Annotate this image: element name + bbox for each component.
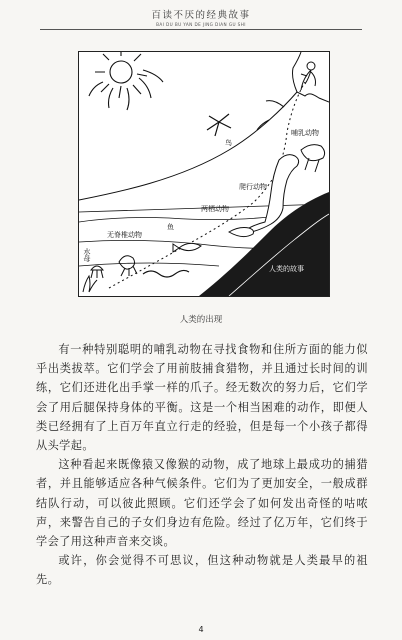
snake-icon	[143, 270, 189, 277]
bird-icon	[207, 114, 231, 136]
mammal-icon	[301, 145, 325, 172]
invertebrate-icon	[119, 256, 137, 276]
volcano-mountain	[79, 52, 329, 200]
label-reptile: 爬行动物	[239, 183, 267, 191]
page-number: 4	[198, 625, 204, 634]
figure-caption: 人类的出现	[179, 315, 223, 325]
header-rule	[40, 29, 362, 30]
label-fish: 鱼	[167, 223, 174, 231]
label-invertebrate: 无脊椎动物	[107, 231, 142, 239]
fish-icon	[173, 243, 201, 252]
book-title-pinyin: BAI DU BU YAN DE JING DIAN GU SHI	[156, 22, 246, 27]
evolution-illustration	[78, 51, 330, 297]
paragraph: 或许，你会觉得不可思议，但这种动物就是人类最早的祖先。	[36, 554, 368, 587]
running-header	[0, 7, 402, 27]
label-bird: 鸟	[225, 139, 232, 147]
jellyfish-icon	[83, 266, 103, 292]
label-human-story: 人类的故事	[269, 265, 304, 273]
evolution-drawing	[79, 52, 329, 296]
label-aquatic: 水母	[83, 248, 91, 262]
body-text	[36, 340, 368, 590]
label-amphibian: 两栖动物	[201, 205, 229, 213]
label-mammal: 哺乳动物	[291, 129, 319, 137]
book-title: 百读不厌的经典故事	[151, 10, 251, 21]
paragraph: 这种看起来既像猿又像猴的动物，成了地球上最成功的捕猎者，并且能够适应各种气候条件。它们为了更加安全，一般成群结队行动，可以彼此照顾。它们还学会了如何发出奇怪的咕哝声，来警告自己的子女们身边有危险。经过了亿万年，它们终于学会了用这种声音来交谈。	[36, 458, 368, 549]
amphibian-icon	[229, 228, 254, 237]
paragraph: 有一种特别聪明的哺乳动物在寻找食物和住所方面的能力似乎出类拔萃。它们学会了用前肢捕食猎物，并且通过长时间的训练，它们还进化出手掌一样的爪子。经无数次的努力后，它们学会了用后腿保持身体的平衡。这是一个相当困难的动作，即便人类已经拥有了上百万年直立行走的经验，但是每一个小孩子都得从头学起。	[36, 343, 368, 453]
sun-icon	[89, 52, 163, 110]
